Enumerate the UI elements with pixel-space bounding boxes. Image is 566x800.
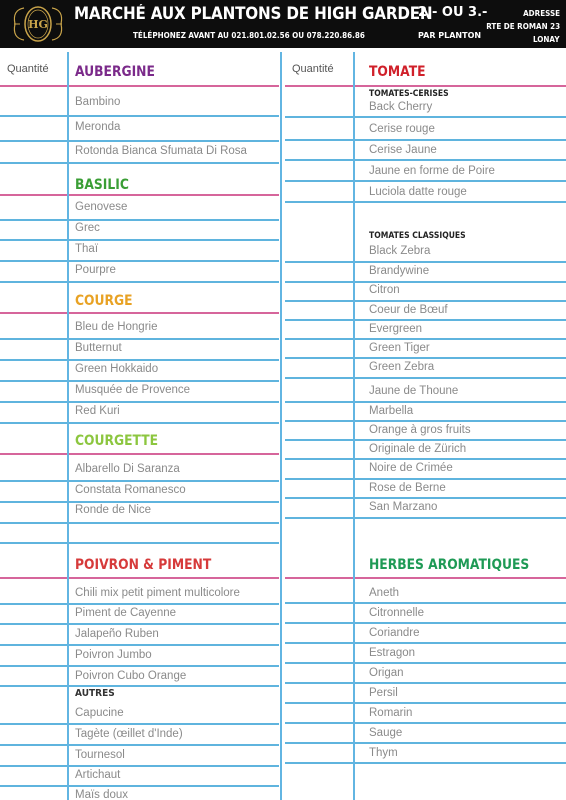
list-item: Piment de Cayenne [75,607,177,619]
list-item: Artichaut [75,769,121,781]
category-aubergine: AUBERGINE [75,64,155,80]
list-item: Persil [369,687,398,699]
list-item: Red Kuri [75,405,120,417]
address-label: ADRESSE [523,9,560,18]
list-item: Black Zebra [369,245,431,257]
subcategory-tomates-cerises: TOMATES-CERISES [369,89,449,99]
list-item: Ronde de Nice [75,504,152,516]
address-street: RTE DE ROMAN 23 [486,22,560,31]
list-item: Poivron Cubo Orange [75,670,187,682]
list-item: Constata Romanesco [75,484,186,496]
list-item: Thym [369,747,398,759]
list-item: Orange à gros fruits [369,424,471,436]
list-item: Tagète (œillet d'Inde) [75,728,183,740]
list-item: Tournesol [75,749,125,761]
list-item: Genovese [75,201,128,213]
list-item: Citron [369,284,400,296]
list-item: Musquée de Provence [75,384,191,396]
list-item: Citronnelle [369,607,424,619]
market-title: MARCHÉ AUX PLANTONS DE HIGH GARDEN [74,4,433,23]
quantity-header-left: Quantité [7,63,49,75]
list-item: Marbella [369,405,414,417]
list-item: Jalapeño Ruben [75,628,159,640]
list-item: Cerise Jaune [369,144,437,156]
list-item: Romarin [369,707,413,719]
quantity-header-right: Quantité [292,63,334,75]
page-header [0,0,566,48]
list-item: Thaï [75,243,99,255]
list-item: Evergreen [369,323,423,335]
category-courge: COURGE [75,293,133,309]
subcategory-tomates-classiques: TOMATES CLASSIQUES [369,231,466,241]
list-item: Rose de Berne [369,482,446,494]
price: 2.- OU 3.- [418,5,488,20]
list-item: Bleu de Hongrie [75,321,158,333]
list-item: Brandywine [369,265,430,277]
list-item: Butternut [75,342,122,354]
left-quantity-divider [67,52,69,800]
list-item: Jaune en forme de Poire [369,165,495,177]
list-item: Green Tiger [369,342,430,354]
list-item: Estragon [369,647,416,659]
list-item: Bambino [75,96,121,108]
list-item: Luciola datte rouge [369,186,467,198]
price-note: PAR PLANTON [418,31,482,40]
list-item: Poivron Jumbo [75,649,152,661]
category-herbes-aromatiques: HERBES AROMATIQUES [369,557,530,573]
list-item: Pourpre [75,264,116,276]
list-item: Aneth [369,587,400,599]
right-quantity-divider [353,52,355,800]
category-courgette: COURGETTE [75,433,159,449]
list-item: Back Cherry [369,101,433,113]
list-item: Cerise rouge [369,123,435,135]
list-item: Sauge [369,727,403,739]
list-item: Coriandre [369,627,420,639]
list-item: Maïs doux [75,789,129,800]
list-item: Originale de Zürich [369,443,467,455]
category-tomate: TOMATE [369,64,426,80]
list-item: Origan [369,667,404,679]
list-item: Meronda [75,121,121,133]
high-garden-logo [12,2,64,46]
blue-rules [0,116,566,786]
list-item: Noire de Crimée [369,462,453,474]
list-item: San Marzano [369,501,438,513]
list-item: Jaune de Thoune [369,385,459,397]
list-item: Rotonda Bianca Sfumata Di Rosa [75,145,247,157]
category-autres: AUTRES [75,688,115,699]
address-city: LONAY [533,35,560,44]
list-item: Coeur de Bœuf [369,304,448,316]
category-basilic: BASILIC [75,177,129,193]
list-item: Capucine [75,707,124,719]
list-item: Green Hokkaido [75,363,159,375]
phone-notice: TÉLÉPHONEZ AVANT AU 021.801.02.56 OU 078.220.86.86 [133,31,365,40]
svg-text:HG: HG [28,18,48,31]
list-item: Albarello Di Saranza [75,463,180,475]
category-poivron-piment: POIVRON & PIMENT [75,557,212,573]
list-item: Green Zebra [369,361,435,373]
list-item: Grec [75,222,100,234]
center-divider [280,52,282,800]
list-item: Chili mix petit piment multicolore [75,587,240,599]
